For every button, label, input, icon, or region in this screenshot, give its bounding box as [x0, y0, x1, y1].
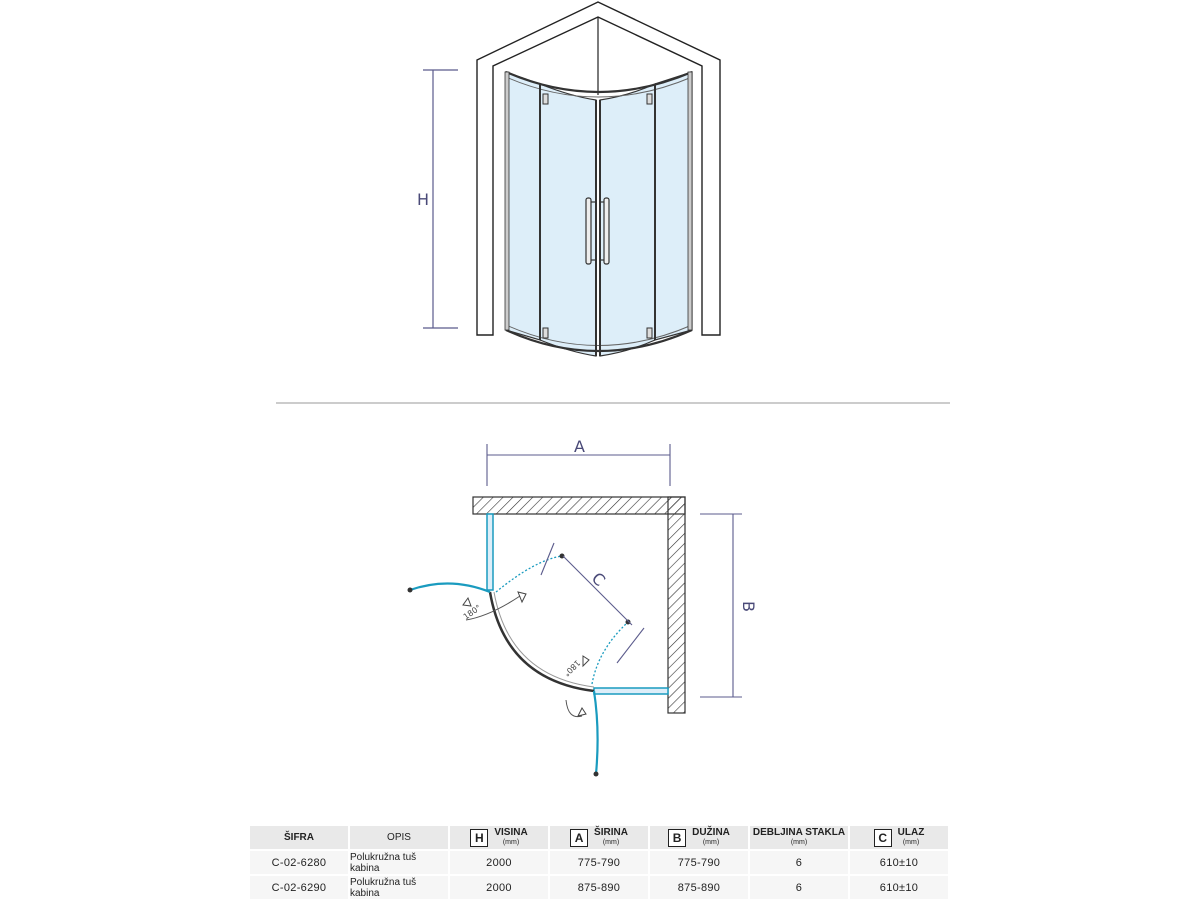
header-unit: (mm) [790, 838, 808, 846]
width-label: A [574, 437, 585, 456]
height-icon: H [470, 829, 488, 847]
width-icon: A [570, 829, 588, 847]
front-view [417, 2, 720, 356]
table-row [250, 851, 950, 874]
length-icon: B [668, 829, 686, 847]
header-unit: (mm) [502, 838, 520, 846]
cell-length: 875-890 [650, 876, 750, 899]
cell-height: 2000 [450, 851, 550, 874]
header-length [650, 826, 750, 849]
header-description [350, 826, 450, 849]
cell-entry: 610±10 [850, 876, 950, 899]
cell-length: 775-790 [650, 851, 750, 874]
entry-dimension [541, 543, 644, 663]
curved-base [490, 592, 594, 691]
cell-glass-thickness: 6 [750, 851, 850, 874]
cell-glass-thickness: 6 [750, 876, 850, 899]
entry-label: C [587, 568, 610, 591]
header-label: OPIS [387, 832, 411, 843]
angle-right-label: 180° [561, 658, 582, 679]
table-header [250, 826, 950, 849]
spec-table [250, 826, 950, 901]
header-entry [850, 826, 950, 849]
header-label: ŠIRINA [594, 826, 628, 838]
header-code [250, 826, 350, 849]
cell-description: Polukružna tuš kabina [350, 851, 450, 874]
header-label: DEBLJINA STAKLA [752, 826, 846, 838]
header-unit: (mm) [902, 838, 920, 846]
cell-width: 875-890 [550, 876, 650, 899]
door-swing-left [408, 554, 565, 621]
cell-code: C-02-6290 [250, 876, 350, 899]
cell-description: Polukružna tuš kabina [350, 876, 450, 899]
header-label: ULAZ [897, 826, 925, 838]
cell-height: 2000 [450, 876, 550, 899]
depth-dimension [700, 514, 742, 697]
door-swing-right [566, 620, 631, 777]
angle-left-label: 180° [461, 603, 483, 622]
shower-glass [505, 72, 692, 356]
table-row [250, 876, 950, 899]
header-label: DUŽINA [692, 826, 730, 838]
depth-label: B [739, 601, 758, 612]
header-label: VISINA [494, 826, 528, 838]
header-width [550, 826, 650, 849]
entry-icon: C [874, 829, 892, 847]
header-label: ŠIFRA [284, 832, 314, 843]
header-unit: (mm) [702, 838, 720, 846]
cell-width: 775-790 [550, 851, 650, 874]
door-handles [586, 198, 609, 264]
header-unit: (mm) [602, 838, 620, 846]
height-label: H [417, 190, 430, 209]
header-glass-thickness [750, 826, 850, 849]
plan-view [408, 437, 759, 777]
header-height [450, 826, 550, 849]
cell-entry: 610±10 [850, 851, 950, 874]
cell-code: C-02-6280 [250, 851, 350, 874]
